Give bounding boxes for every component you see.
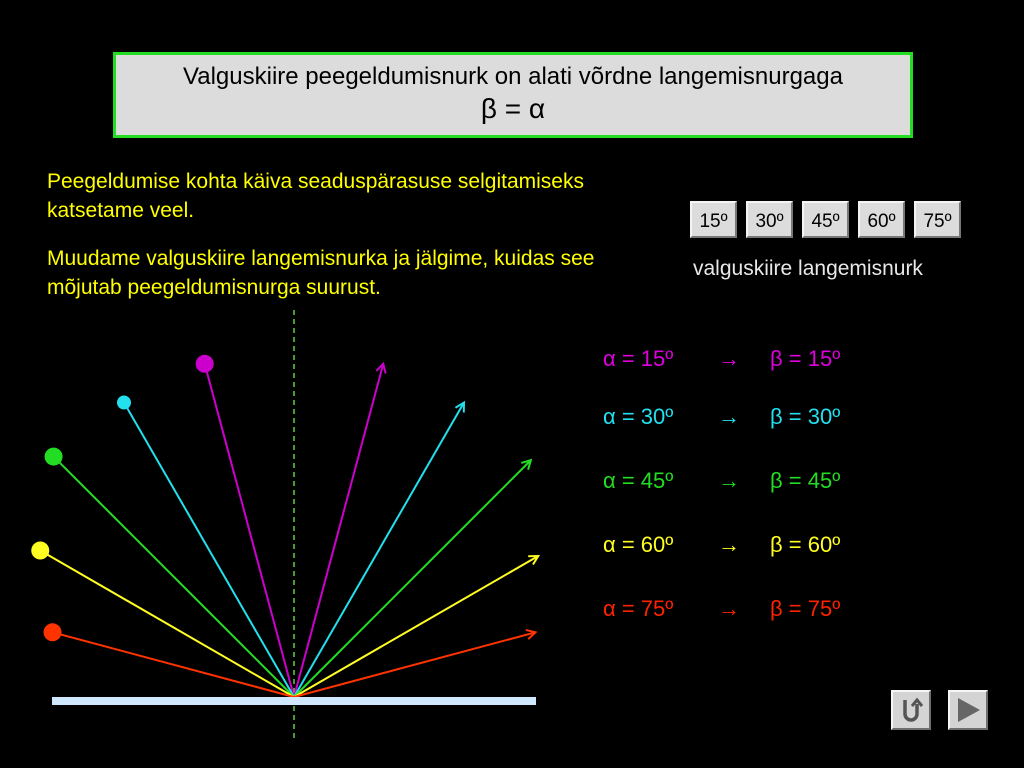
result-beta: β = 30º (770, 404, 841, 429)
intro-paragraph-2: Muudame valguskiire langemisnurka ja jälgime, kuidas see mõjutab peegeldumisnurga suurust. (47, 247, 595, 299)
right-arrow-icon: → (718, 596, 740, 621)
light-source-dot-30 (117, 396, 131, 410)
intro-paragraph-1: Peegeldumise kohta käiva seaduspärasuse selgitamiseks katsetame veel. (47, 170, 584, 222)
rays-group (31, 355, 538, 697)
angle-button-45[interactable]: 45º (802, 201, 849, 238)
result-alpha: α = 15º (603, 346, 674, 371)
angle-buttons-caption: valguskiire langemisnurk (693, 257, 923, 280)
incident-ray-75 (53, 632, 294, 697)
light-source-dot-60 (31, 542, 49, 560)
angle-button-30[interactable]: 30º (746, 201, 793, 238)
result-alpha: α = 30º (603, 404, 674, 429)
play-triangle-icon (950, 692, 986, 728)
reflected-ray-15 (294, 364, 383, 697)
reflected-ray-30 (294, 403, 464, 697)
right-arrow-icon: → (718, 346, 740, 371)
reflected-ray-75 (294, 632, 535, 697)
angle-button-60[interactable]: 60º (858, 201, 905, 238)
title-formula: β = α (480, 93, 546, 124)
angle-button-75[interactable]: 75º (914, 201, 961, 238)
angle-button-15[interactable]: 15º (690, 201, 737, 238)
return-button[interactable] (891, 690, 931, 730)
light-source-dot-75 (44, 623, 62, 641)
incident-ray-30 (124, 403, 294, 697)
reflected-ray-60 (294, 556, 538, 697)
result-beta: β = 15º (770, 346, 841, 371)
result-alpha: α = 60º (603, 532, 674, 557)
result-alpha: α = 75º (603, 596, 674, 621)
result-alpha: α = 45º (603, 468, 674, 493)
reflected-ray-45 (294, 460, 531, 697)
incident-ray-45 (54, 457, 294, 697)
mirror (52, 697, 536, 705)
right-arrow-icon: → (718, 404, 740, 429)
incident-ray-60 (40, 551, 294, 698)
result-beta: β = 60º (770, 532, 841, 557)
next-button[interactable] (948, 690, 988, 730)
result-beta: β = 75º (770, 596, 841, 621)
result-beta: β = 45º (770, 468, 841, 493)
right-arrow-icon: → (718, 532, 740, 557)
return-arrow-icon (893, 692, 929, 728)
right-arrow-icon: → (718, 468, 740, 493)
light-source-dot-15 (196, 355, 214, 373)
light-source-dot-45 (45, 448, 63, 466)
title-text: Valguskiire peegeldumisnurk on alati võrdne langemisnurgaga (183, 63, 843, 90)
incident-ray-15 (205, 364, 294, 697)
